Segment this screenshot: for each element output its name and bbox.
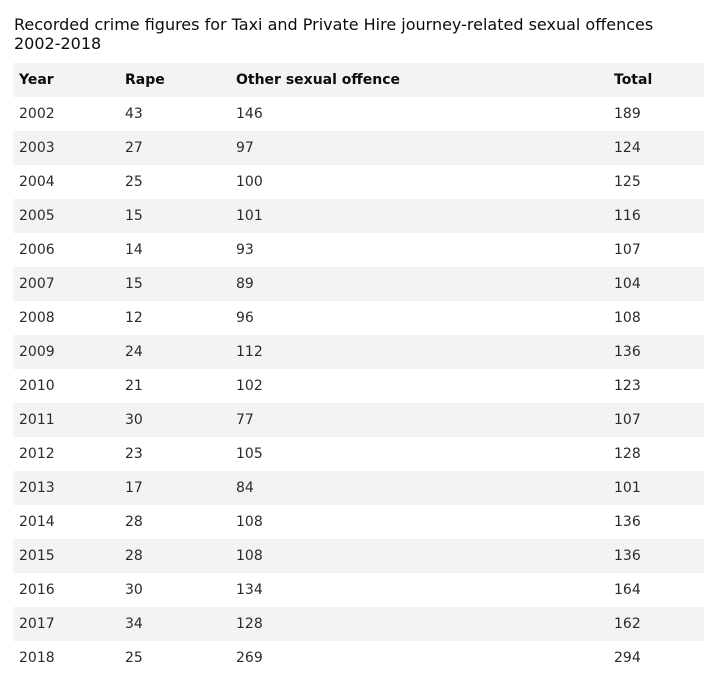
cell-total: 124 xyxy=(614,140,641,156)
cell-year: 2003 xyxy=(19,140,55,156)
cell-year: 2016 xyxy=(19,582,55,598)
cell-other-sexual-offence: 128 xyxy=(236,616,263,632)
cell-rape: 24 xyxy=(125,344,143,360)
cell-other-sexual-offence: 269 xyxy=(236,650,263,666)
cell-year: 2007 xyxy=(19,276,55,292)
cell-rape: 23 xyxy=(125,446,143,462)
table-caption xyxy=(14,15,698,53)
cell-year: 2012 xyxy=(19,446,55,462)
cell-other-sexual-offence: 112 xyxy=(236,344,263,360)
cell-total: 108 xyxy=(614,310,641,326)
cell-total: 136 xyxy=(614,548,641,564)
cell-rape: 25 xyxy=(125,174,143,190)
cell-total: 101 xyxy=(614,480,641,496)
cell-total: 189 xyxy=(614,106,641,122)
cell-year: 2017 xyxy=(19,616,55,632)
cell-rape: 25 xyxy=(125,650,143,666)
table-row xyxy=(13,369,704,403)
cell-other-sexual-offence: 77 xyxy=(236,412,254,428)
table-row xyxy=(13,199,704,233)
cell-total: 164 xyxy=(614,582,641,598)
cell-other-sexual-offence: 105 xyxy=(236,446,263,462)
crime-figures-table xyxy=(13,63,704,675)
table-row xyxy=(13,335,704,369)
cell-year: 2011 xyxy=(19,412,55,428)
header-other-sexual-offence: Other sexual offence xyxy=(236,72,400,88)
caption-line-2: 2002-2018 xyxy=(14,34,102,53)
table-row xyxy=(13,131,704,165)
cell-other-sexual-offence: 84 xyxy=(236,480,254,496)
cell-rape: 28 xyxy=(125,514,143,530)
cell-rape: 30 xyxy=(125,582,143,598)
header-rape: Rape xyxy=(125,72,165,88)
table-row xyxy=(13,607,704,641)
table-row xyxy=(13,233,704,267)
cell-rape: 12 xyxy=(125,310,143,326)
cell-total: 136 xyxy=(614,514,641,530)
header-year: Year xyxy=(19,72,54,88)
table-row xyxy=(13,301,704,335)
table-row xyxy=(13,165,704,199)
cell-other-sexual-offence: 89 xyxy=(236,276,254,292)
cell-total: 116 xyxy=(614,208,641,224)
cell-year: 2015 xyxy=(19,548,55,564)
cell-rape: 34 xyxy=(125,616,143,632)
cell-year: 2014 xyxy=(19,514,55,530)
table-row xyxy=(13,539,704,573)
cell-year: 2002 xyxy=(19,106,55,122)
cell-rape: 43 xyxy=(125,106,143,122)
cell-other-sexual-offence: 101 xyxy=(236,208,263,224)
cell-rape: 15 xyxy=(125,276,143,292)
cell-year: 2013 xyxy=(19,480,55,496)
cell-total: 107 xyxy=(614,242,641,258)
cell-other-sexual-offence: 108 xyxy=(236,548,263,564)
cell-year: 2010 xyxy=(19,378,55,394)
cell-rape: 15 xyxy=(125,208,143,224)
cell-other-sexual-offence: 146 xyxy=(236,106,263,122)
table-row xyxy=(13,403,704,437)
table-row xyxy=(13,97,704,131)
cell-rape: 30 xyxy=(125,412,143,428)
table-row xyxy=(13,505,704,539)
cell-other-sexual-offence: 97 xyxy=(236,140,254,156)
cell-other-sexual-offence: 96 xyxy=(236,310,254,326)
table-row xyxy=(13,573,704,607)
cell-total: 162 xyxy=(614,616,641,632)
cell-rape: 14 xyxy=(125,242,143,258)
table-row xyxy=(13,437,704,471)
table-body xyxy=(13,97,704,675)
cell-year: 2008 xyxy=(19,310,55,326)
cell-total: 123 xyxy=(614,378,641,394)
cell-total: 136 xyxy=(614,344,641,360)
cell-rape: 27 xyxy=(125,140,143,156)
cell-other-sexual-offence: 108 xyxy=(236,514,263,530)
cell-year: 2006 xyxy=(19,242,55,258)
table-row xyxy=(13,267,704,301)
cell-rape: 17 xyxy=(125,480,143,496)
cell-total: 128 xyxy=(614,446,641,462)
cell-year: 2009 xyxy=(19,344,55,360)
cell-total: 104 xyxy=(614,276,641,292)
cell-other-sexual-offence: 100 xyxy=(236,174,263,190)
cell-rape: 21 xyxy=(125,378,143,394)
cell-other-sexual-offence: 102 xyxy=(236,378,263,394)
cell-year: 2018 xyxy=(19,650,55,666)
cell-total: 107 xyxy=(614,412,641,428)
cell-total: 294 xyxy=(614,650,641,666)
cell-other-sexual-offence: 93 xyxy=(236,242,254,258)
table-header-row xyxy=(13,63,704,97)
table-row xyxy=(13,641,704,675)
cell-rape: 28 xyxy=(125,548,143,564)
table-row xyxy=(13,471,704,505)
cell-year: 2004 xyxy=(19,174,55,190)
cell-year: 2005 xyxy=(19,208,55,224)
header-total: Total xyxy=(614,72,653,88)
cell-other-sexual-offence: 134 xyxy=(236,582,263,598)
caption-line-1: Recorded crime figures for Taxi and Private Hire journey-related sexual offences xyxy=(14,15,654,34)
cell-total: 125 xyxy=(614,174,641,190)
